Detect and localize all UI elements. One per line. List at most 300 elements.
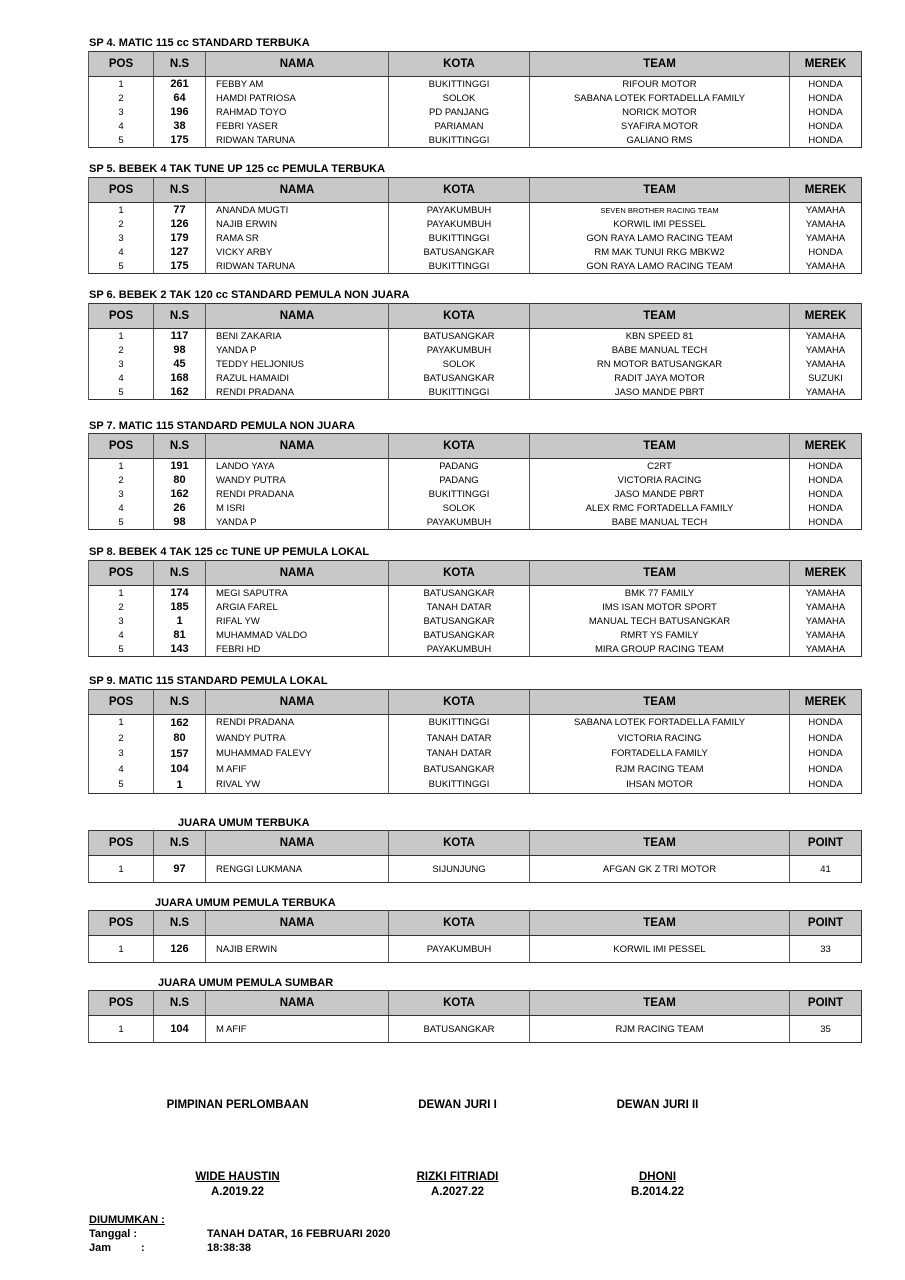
pos-cell: 1	[89, 715, 154, 731]
column-header-ns: N.S	[154, 911, 206, 936]
nama-cell: ANANDA MUGTI	[206, 203, 389, 218]
kota-cell: BUKITTINGGI	[389, 231, 530, 245]
table-row	[89, 343, 862, 357]
column-header-pos: POS	[89, 434, 154, 459]
table-row	[89, 628, 862, 642]
column-header-kota: KOTA	[389, 304, 530, 329]
team-cell: SABANA LOTEK FORTADELLA FAMILY	[530, 91, 790, 105]
column-header-kota: KOTA	[389, 911, 530, 936]
nama-cell: RAMA SR	[206, 231, 389, 245]
pos-cell: 1	[89, 77, 154, 92]
announced-label: DIUMUMKAN :	[89, 1214, 165, 1226]
team-cell: RJM RACING TEAM	[530, 762, 790, 778]
pos-cell: 1	[89, 1016, 154, 1043]
ns-cell: 97	[154, 856, 206, 883]
kota-cell: PADANG	[389, 459, 530, 474]
table-row	[89, 231, 862, 245]
kota-cell: BUKITTINGGI	[389, 385, 530, 400]
team-cell: RMRT YS FAMILY	[530, 628, 790, 642]
kota-cell: BUKITTINGGI	[389, 259, 530, 274]
merek-cell: YAMAHA	[790, 385, 862, 400]
column-header-nama: NAMA	[206, 690, 389, 715]
nama-cell: RIFAL YW	[206, 614, 389, 628]
table-row	[89, 77, 862, 92]
nama-cell: MUHAMMAD FALEVY	[206, 746, 389, 762]
column-header-nama: NAMA	[206, 178, 389, 203]
team-cell: FORTADELLA FAMILY	[530, 746, 790, 762]
team-cell: RN MOTOR BATUSANGKAR	[530, 357, 790, 371]
column-header-merek: MEREK	[790, 690, 862, 715]
ns-cell: 104	[154, 762, 206, 778]
ns-cell: 127	[154, 245, 206, 259]
column-header-ns: N.S	[154, 831, 206, 856]
merek-cell: YAMAHA	[790, 259, 862, 274]
merek-cell: YAMAHA	[790, 203, 862, 218]
table-row	[89, 1016, 862, 1043]
pos-cell: 1	[89, 856, 154, 883]
team-cell: BABE MANUAL TECH	[530, 515, 790, 530]
nama-cell: RENDI PRADANA	[206, 385, 389, 400]
team-cell: VICTORIA RACING	[530, 731, 790, 747]
table-row	[89, 762, 862, 778]
table-row	[89, 746, 862, 762]
results-table	[88, 177, 862, 274]
column-header-nama: NAMA	[206, 991, 389, 1016]
kota-cell: PAYAKUMBUH	[389, 936, 530, 963]
ns-cell: 196	[154, 105, 206, 119]
results-table	[88, 910, 862, 963]
table-row	[89, 203, 862, 218]
pos-cell: 4	[89, 245, 154, 259]
column-header-nama: NAMA	[206, 52, 389, 77]
merek-cell: YAMAHA	[790, 586, 862, 601]
header-row	[89, 52, 862, 77]
pos-cell: 5	[89, 259, 154, 274]
sig-name-1: WIDE HAUSTIN	[195, 1171, 280, 1183]
column-header-pos: POS	[89, 304, 154, 329]
column-header-ns: N.S	[154, 178, 206, 203]
table-row	[89, 105, 862, 119]
kota-cell: SIJUNJUNG	[389, 856, 530, 883]
pos-cell: 4	[89, 501, 154, 515]
column-header-pos: POS	[89, 178, 154, 203]
column-header-kota: KOTA	[389, 561, 530, 586]
table-row	[89, 515, 862, 530]
nama-cell: YANDA P	[206, 515, 389, 530]
results-table	[88, 990, 862, 1043]
nama-cell: MUHAMMAD VALDO	[206, 628, 389, 642]
table-row	[89, 487, 862, 501]
column-header-pos: POS	[89, 991, 154, 1016]
kota-cell: TANAH DATAR	[389, 731, 530, 747]
team-cell: MIRA GROUP RACING TEAM	[530, 642, 790, 657]
pos-cell: 1	[89, 459, 154, 474]
section-title: SP 5. BEBEK 4 TAK TUNE UP 125 cc PEMULA TERBUKA	[89, 163, 386, 175]
ns-cell: 117	[154, 329, 206, 344]
column-header-pos: POS	[89, 52, 154, 77]
column-header-pos: POS	[89, 911, 154, 936]
column-header-ns: N.S	[154, 52, 206, 77]
column-header-team: TEAM	[530, 434, 790, 459]
nama-cell: RENGGI LUKMANA	[206, 856, 389, 883]
ns-cell: 81	[154, 628, 206, 642]
merek-cell: HONDA	[790, 459, 862, 474]
table-row	[89, 856, 862, 883]
pos-cell: 2	[89, 600, 154, 614]
ns-cell: 162	[154, 385, 206, 400]
column-header-team: TEAM	[530, 178, 790, 203]
nama-cell: LANDO YAYA	[206, 459, 389, 474]
team-cell: KORWIL IMI PESSEL	[530, 936, 790, 963]
table-row	[89, 600, 862, 614]
team-cell: GON RAYA LAMO RACING TEAM	[530, 259, 790, 274]
table-row	[89, 936, 862, 963]
table-row	[89, 586, 862, 601]
kota-cell: BATUSANGKAR	[389, 614, 530, 628]
point-cell: 35	[790, 1016, 862, 1043]
column-header-pos: POS	[89, 831, 154, 856]
time-colon: :	[141, 1242, 145, 1254]
kota-cell: SOLOK	[389, 357, 530, 371]
kota-cell: BATUSANGKAR	[389, 628, 530, 642]
nama-cell: NAJIB ERWIN	[206, 936, 389, 963]
column-header-team: TEAM	[530, 831, 790, 856]
nama-cell: RIDWAN TARUNA	[206, 133, 389, 148]
nama-cell: TEDDY HELJONIUS	[206, 357, 389, 371]
merek-cell: HONDA	[790, 487, 862, 501]
team-cell: JASO MANDE PBRT	[530, 385, 790, 400]
pos-cell: 3	[89, 357, 154, 371]
column-header-nama: NAMA	[206, 304, 389, 329]
team-cell: ALEX RMC FORTADELLA FAMILY	[530, 501, 790, 515]
merek-cell: HONDA	[790, 746, 862, 762]
merek-cell: HONDA	[790, 777, 862, 793]
merek-cell: SUZUKI	[790, 371, 862, 385]
results-table	[88, 303, 862, 400]
table-row	[89, 715, 862, 731]
kota-cell: BUKITTINGGI	[389, 487, 530, 501]
header-row	[89, 434, 862, 459]
column-header-ns: N.S	[154, 561, 206, 586]
column-header-nama: NAMA	[206, 911, 389, 936]
section-title: JUARA UMUM TERBUKA	[178, 817, 310, 829]
column-header-point: POINT	[790, 991, 862, 1016]
ns-cell: 179	[154, 231, 206, 245]
table-row	[89, 329, 862, 344]
time-value: 18:38:38	[207, 1242, 252, 1254]
kota-cell: SOLOK	[389, 91, 530, 105]
merek-cell: YAMAHA	[790, 642, 862, 657]
header-row	[89, 991, 862, 1016]
kota-cell: BATUSANGKAR	[389, 586, 530, 601]
nama-cell: RIDWAN TARUNA	[206, 259, 389, 274]
ns-cell: 143	[154, 642, 206, 657]
column-header-kota: KOTA	[389, 831, 530, 856]
kota-cell: PAYAKUMBUH	[389, 217, 530, 231]
pos-cell: 5	[89, 515, 154, 530]
ns-cell: 126	[154, 217, 206, 231]
table-row	[89, 217, 862, 231]
pos-cell: 3	[89, 231, 154, 245]
team-cell: VICTORIA RACING	[530, 473, 790, 487]
team-cell: KORWIL IMI PESSEL	[530, 217, 790, 231]
team-cell: NORICK MOTOR	[530, 105, 790, 119]
header-row	[89, 304, 862, 329]
results-table	[88, 689, 862, 794]
results-table	[88, 830, 862, 883]
column-header-team: TEAM	[530, 991, 790, 1016]
pos-cell: 3	[89, 487, 154, 501]
column-header-point: POINT	[790, 831, 862, 856]
column-header-nama: NAMA	[206, 434, 389, 459]
section-title: SP 9. MATIC 115 STANDARD PEMULA LOKAL	[89, 675, 328, 687]
merek-cell: YAMAHA	[790, 357, 862, 371]
pos-cell: 5	[89, 133, 154, 148]
pos-cell: 4	[89, 762, 154, 778]
table-row	[89, 259, 862, 274]
header-row	[89, 911, 862, 936]
pos-cell: 3	[89, 614, 154, 628]
date-label: Tanggal :	[89, 1228, 138, 1240]
ns-cell: 77	[154, 203, 206, 218]
kota-cell: PAYAKUMBUH	[389, 515, 530, 530]
kota-cell: BATUSANGKAR	[389, 371, 530, 385]
merek-cell: YAMAHA	[790, 628, 862, 642]
kota-cell: SOLOK	[389, 501, 530, 515]
team-cell: SABANA LOTEK FORTADELLA FAMILY	[530, 715, 790, 731]
table-row	[89, 385, 862, 400]
kota-cell: BATUSANGKAR	[389, 245, 530, 259]
column-header-merek: MEREK	[790, 304, 862, 329]
date-value: TANAH DATAR, 16 FEBRUARI 2020	[207, 1228, 391, 1240]
ns-cell: 104	[154, 1016, 206, 1043]
header-row	[89, 690, 862, 715]
section-title: SP 8. BEBEK 4 TAK 125 cc TUNE UP PEMULA LOKAL	[89, 546, 370, 558]
point-cell: 41	[790, 856, 862, 883]
column-header-kota: KOTA	[389, 991, 530, 1016]
kota-cell: BUKITTINGGI	[389, 133, 530, 148]
kota-cell: BUKITTINGGI	[389, 777, 530, 793]
ns-cell: 1	[154, 614, 206, 628]
nama-cell: HAMDI PATRIOSA	[206, 91, 389, 105]
kota-cell: BUKITTINGGI	[389, 715, 530, 731]
merek-cell: YAMAHA	[790, 231, 862, 245]
team-cell: RADIT JAYA MOTOR	[530, 371, 790, 385]
column-header-merek: MEREK	[790, 434, 862, 459]
section-title: JUARA UMUM PEMULA TERBUKA	[155, 897, 336, 909]
nama-cell: RENDI PRADANA	[206, 487, 389, 501]
results-table	[88, 51, 862, 148]
sig-role-3: DEWAN JURI II	[616, 1099, 699, 1111]
merek-cell: HONDA	[790, 245, 862, 259]
column-header-team: TEAM	[530, 304, 790, 329]
nama-cell: M ISRI	[206, 501, 389, 515]
table-row	[89, 777, 862, 793]
table-row	[89, 371, 862, 385]
column-header-team: TEAM	[530, 911, 790, 936]
nama-cell: FEBRI HD	[206, 642, 389, 657]
kota-cell: BATUSANGKAR	[389, 329, 530, 344]
table-row	[89, 357, 862, 371]
kota-cell: PD PANJANG	[389, 105, 530, 119]
results-table	[88, 433, 862, 530]
team-cell: SEVEN BROTHER RACING TEAM	[530, 203, 790, 218]
table-row	[89, 245, 862, 259]
table-row	[89, 473, 862, 487]
sig-id-2: A.2027.22	[430, 1186, 485, 1198]
team-cell: SYAFIRA MOTOR	[530, 119, 790, 133]
team-cell: RIFOUR MOTOR	[530, 77, 790, 92]
ns-cell: 185	[154, 600, 206, 614]
table-row	[89, 91, 862, 105]
kota-cell: PAYAKUMBUH	[389, 203, 530, 218]
sig-role-1: PIMPINAN PERLOMBAAN	[166, 1099, 309, 1111]
column-header-pos: POS	[89, 690, 154, 715]
pos-cell: 2	[89, 731, 154, 747]
column-header-nama: NAMA	[206, 561, 389, 586]
merek-cell: HONDA	[790, 762, 862, 778]
nama-cell: VICKY ARBY	[206, 245, 389, 259]
pos-cell: 3	[89, 105, 154, 119]
merek-cell: HONDA	[790, 501, 862, 515]
sig-id-3: B.2014.22	[630, 1186, 685, 1198]
ns-cell: 175	[154, 133, 206, 148]
merek-cell: YAMAHA	[790, 329, 862, 344]
ns-cell: 175	[154, 259, 206, 274]
team-cell: KBN SPEED 81	[530, 329, 790, 344]
nama-cell: NAJIB ERWIN	[206, 217, 389, 231]
merek-cell: YAMAHA	[790, 217, 862, 231]
column-header-kota: KOTA	[389, 434, 530, 459]
nama-cell: M AFIF	[206, 1016, 389, 1043]
column-header-nama: NAMA	[206, 831, 389, 856]
column-header-merek: MEREK	[790, 178, 862, 203]
column-header-kota: KOTA	[389, 178, 530, 203]
nama-cell: RENDI PRADANA	[206, 715, 389, 731]
column-header-team: TEAM	[530, 561, 790, 586]
team-cell: BMK 77 FAMILY	[530, 586, 790, 601]
table-row	[89, 119, 862, 133]
table-row	[89, 501, 862, 515]
table-row	[89, 731, 862, 747]
team-cell: GALIANO RMS	[530, 133, 790, 148]
pos-cell: 2	[89, 217, 154, 231]
merek-cell: HONDA	[790, 731, 862, 747]
section-title: SP 4. MATIC 115 cc STANDARD TERBUKA	[89, 37, 310, 49]
merek-cell: HONDA	[790, 105, 862, 119]
ns-cell: 80	[154, 731, 206, 747]
team-cell: IMS ISAN MOTOR SPORT	[530, 600, 790, 614]
table-row	[89, 133, 862, 148]
ns-cell: 168	[154, 371, 206, 385]
nama-cell: WANDY PUTRA	[206, 473, 389, 487]
merek-cell: HONDA	[790, 91, 862, 105]
column-header-ns: N.S	[154, 434, 206, 459]
column-header-kota: KOTA	[389, 690, 530, 715]
ns-cell: 26	[154, 501, 206, 515]
ns-cell: 162	[154, 715, 206, 731]
column-header-team: TEAM	[530, 52, 790, 77]
nama-cell: ARGIA FAREL	[206, 600, 389, 614]
table-row	[89, 642, 862, 657]
section-title: SP 6. BEBEK 2 TAK 120 cc STANDARD PEMULA NON JUARA	[89, 289, 410, 301]
column-header-ns: N.S	[154, 690, 206, 715]
pos-cell: 5	[89, 385, 154, 400]
kota-cell: PARIAMAN	[389, 119, 530, 133]
merek-cell: HONDA	[790, 133, 862, 148]
ns-cell: 64	[154, 91, 206, 105]
team-cell: AFGAN GK Z TRI MOTOR	[530, 856, 790, 883]
column-header-pos: POS	[89, 561, 154, 586]
pos-cell: 3	[89, 746, 154, 762]
merek-cell: HONDA	[790, 515, 862, 530]
team-cell: MANUAL TECH BATUSANGKAR	[530, 614, 790, 628]
ns-cell: 98	[154, 343, 206, 357]
nama-cell: FEBBY AM	[206, 77, 389, 92]
ns-cell: 126	[154, 936, 206, 963]
column-header-merek: MEREK	[790, 52, 862, 77]
sig-id-1: A.2019.22	[210, 1186, 265, 1198]
time-label: Jam	[89, 1242, 112, 1254]
nama-cell: YANDA P	[206, 343, 389, 357]
column-header-kota: KOTA	[389, 52, 530, 77]
section-title: SP 7. MATIC 115 STANDARD PEMULA NON JUARA	[89, 420, 356, 432]
kota-cell: BATUSANGKAR	[389, 1016, 530, 1043]
kota-cell: BUKITTINGGI	[389, 77, 530, 92]
ns-cell: 191	[154, 459, 206, 474]
ns-cell: 80	[154, 473, 206, 487]
ns-cell: 38	[154, 119, 206, 133]
merek-cell: YAMAHA	[790, 343, 862, 357]
nama-cell: FEBRI YASER	[206, 119, 389, 133]
team-cell: IHSAN MOTOR	[530, 777, 790, 793]
merek-cell: HONDA	[790, 119, 862, 133]
nama-cell: BENI ZAKARIA	[206, 329, 389, 344]
merek-cell: YAMAHA	[790, 600, 862, 614]
kota-cell: BATUSANGKAR	[389, 762, 530, 778]
kota-cell: TANAH DATAR	[389, 746, 530, 762]
pos-cell: 1	[89, 329, 154, 344]
header-row	[89, 178, 862, 203]
team-cell: BABE MANUAL TECH	[530, 343, 790, 357]
team-cell: RM MAK TUNUI RKG MBKW2	[530, 245, 790, 259]
point-cell: 33	[790, 936, 862, 963]
nama-cell: MEGI SAPUTRA	[206, 586, 389, 601]
results-table	[88, 560, 862, 657]
column-header-team: TEAM	[530, 690, 790, 715]
merek-cell: HONDA	[790, 473, 862, 487]
merek-cell: HONDA	[790, 77, 862, 92]
kota-cell: PADANG	[389, 473, 530, 487]
header-row	[89, 831, 862, 856]
column-header-ns: N.S	[154, 991, 206, 1016]
merek-cell: YAMAHA	[790, 614, 862, 628]
column-header-merek: MEREK	[790, 561, 862, 586]
pos-cell: 1	[89, 586, 154, 601]
column-header-ns: N.S	[154, 304, 206, 329]
pos-cell: 4	[89, 119, 154, 133]
nama-cell: WANDY PUTRA	[206, 731, 389, 747]
ns-cell: 1	[154, 777, 206, 793]
ns-cell: 261	[154, 77, 206, 92]
pos-cell: 1	[89, 936, 154, 963]
kota-cell: PAYAKUMBUH	[389, 642, 530, 657]
nama-cell: RAZUL HAMAIDI	[206, 371, 389, 385]
nama-cell: M AFIF	[206, 762, 389, 778]
sig-name-2: RIZKI FITRIADI	[416, 1171, 499, 1183]
table-row	[89, 614, 862, 628]
ns-cell: 157	[154, 746, 206, 762]
